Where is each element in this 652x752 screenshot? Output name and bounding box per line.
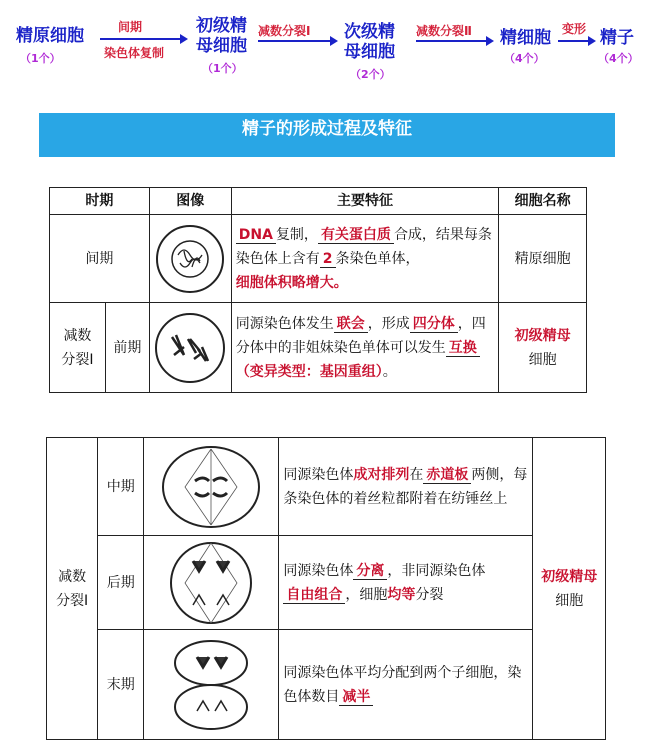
cell-name-line1: 初级精母 — [514, 327, 571, 344]
telophase-cell-icon — [161, 637, 261, 733]
text-form: ，形成 — [367, 315, 410, 332]
text-variation-type: （变异类型：基因重组） — [235, 363, 383, 380]
stage-primary-spermatocyte — [196, 16, 247, 56]
prophase-cell-image — [149, 303, 231, 393]
arrow3-top-label: 减数分裂Ⅱ — [416, 24, 472, 38]
text-chromatids: 条染色单体， — [335, 250, 420, 267]
stage-spermatogonium: 精原细胞 — [16, 26, 84, 46]
text-at: 在 — [409, 466, 424, 483]
interphase-cell-image — [149, 215, 231, 303]
stage2-line2: 母细胞 — [196, 36, 247, 56]
telophase-cell-image — [144, 630, 279, 740]
blank-synapsis: 联会 — [334, 316, 368, 333]
header-cell-name: 细胞名称 — [499, 188, 587, 215]
row-telophase — [47, 630, 606, 740]
row-metaphase — [47, 438, 606, 536]
text-homologous: 同源染色体发生 — [235, 315, 334, 332]
group2-line2: 分裂Ⅰ — [56, 592, 89, 609]
text-division: 分裂 — [415, 586, 444, 603]
period-prophase: 前期 — [105, 303, 149, 393]
anaphase-features — [279, 536, 533, 630]
group-meiosis1-b — [47, 438, 98, 740]
blank-dna: DNA — [236, 227, 276, 244]
cell-name-prophase — [499, 303, 587, 393]
row-interphase — [50, 215, 587, 303]
telophase-features — [279, 630, 533, 740]
interphase-cell-icon — [154, 223, 226, 295]
text-cell: ，细胞 — [345, 586, 388, 603]
prophase-cell-icon — [154, 309, 226, 387]
stage-spermatid: 精细胞 — [500, 28, 551, 48]
blank-protein: 有关蛋白质 — [318, 227, 394, 244]
prophase-features — [231, 303, 498, 393]
header-features: 主要特征 — [231, 188, 498, 215]
period-anaphase: 后期 — [98, 536, 144, 630]
arrow1-bottom-label: 染色体复制 — [104, 46, 165, 60]
interphase-features — [231, 215, 498, 303]
text-nonsister: ，四分体中的非姐妹染色单体可以发生 — [235, 315, 486, 356]
table-interphase-prophase — [49, 187, 587, 393]
anaphase-cell-icon — [161, 539, 261, 627]
row-prophase — [50, 303, 587, 393]
blank-equator: 赤道板 — [423, 467, 471, 484]
arrow2-icon — [258, 40, 336, 42]
header-period: 时期 — [50, 188, 150, 215]
text-homologous-ana: 同源染色体 — [283, 562, 354, 579]
group-meiosis1-a — [50, 303, 106, 393]
cell-name2-line2: 细胞 — [555, 592, 584, 609]
stage-sperm: 精子 — [600, 28, 634, 48]
stage5-count: （4个） — [598, 52, 639, 65]
anaphase-cell-image — [144, 536, 279, 630]
row-anaphase — [47, 536, 606, 630]
text-volume-increase: 细胞体积略增大。 — [235, 274, 348, 291]
blank-separate: 分离 — [353, 563, 387, 580]
stage3-line2: 母细胞 — [344, 42, 395, 62]
blank-free-combination: 自由组合 — [283, 587, 345, 604]
period-metaphase: 中期 — [98, 438, 144, 536]
metaphase-features — [279, 438, 533, 536]
blank-tetrad: 四分体 — [410, 316, 458, 333]
cell-name-interphase: 精原细胞 — [499, 215, 587, 303]
arrow4-top-label: 变形 — [562, 22, 587, 36]
blank-crossover: 互换 — [446, 340, 480, 357]
text-distribute: 同源染色体平均分配到两个子细胞，染色体数目 — [283, 664, 522, 705]
stage2-line1: 初级精 — [196, 16, 247, 36]
cell-name-line2: 细胞 — [528, 351, 557, 368]
header-image: 图像 — [149, 188, 231, 215]
period-interphase: 间期 — [50, 215, 150, 303]
arrow1-icon — [100, 38, 186, 40]
text-nonhomologous: ，非同源染色体 — [387, 562, 486, 579]
group-line1: 减数 — [63, 327, 92, 344]
text-pair-arrange: 成对排列 — [353, 466, 410, 483]
arrow4-icon — [558, 40, 594, 42]
section-banner: 精子的形成过程及特征 — [39, 113, 615, 157]
blank-halved: 减半 — [339, 689, 373, 706]
arrow2-top-label: 减数分裂Ⅰ — [258, 24, 311, 38]
table-meiosis1-phases — [46, 437, 606, 740]
cell-name-meiosis1 — [533, 438, 606, 740]
metaphase-cell-image — [144, 438, 279, 536]
text-equal: 均等 — [387, 586, 416, 603]
stage4-count: （4个） — [504, 52, 545, 65]
blank-chromatid-count: 2 — [320, 251, 336, 268]
stage3-line1: 次级精 — [344, 22, 395, 42]
text-period: 。 — [382, 363, 397, 380]
group-line2: 分裂Ⅰ — [61, 351, 94, 368]
text-spindle-attach: 两侧，每条染色体的着丝粒都附着在纺锤丝上 — [283, 466, 528, 507]
arrow3-icon — [416, 40, 492, 42]
stage1-count: （1个） — [20, 52, 61, 65]
metaphase-cell-icon — [155, 443, 267, 531]
stage-secondary-spermatocyte — [344, 22, 395, 62]
text-replication: 复制， — [275, 226, 318, 243]
text-synthesis: 合成，结果每条染色体上含有 — [235, 226, 492, 267]
stage2-count: （1个） — [202, 62, 243, 75]
table1-header-row — [50, 188, 587, 215]
text-homologous-meta: 同源染色体 — [283, 466, 354, 483]
period-telophase: 末期 — [98, 630, 144, 740]
arrow1-top-label: 间期 — [118, 20, 143, 34]
group2-line1: 减数 — [58, 568, 87, 585]
stage3-count: （2个） — [350, 68, 391, 81]
cell-name2-line1: 初级精母 — [541, 568, 598, 585]
